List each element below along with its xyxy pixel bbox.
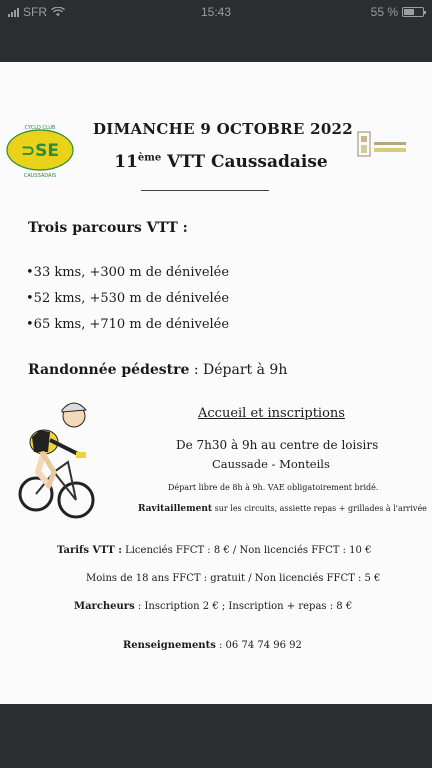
horaire-text: De 7h30 à 9h au centre de loisirs (176, 438, 379, 452)
renseignements-text: : 06 74 74 96 92 (215, 640, 302, 651)
svg-text:⊃SE: ⊃SE (20, 141, 60, 161)
edition-number: 11 (114, 152, 138, 172)
ravitaillement-text: sur les circuits, assiette repas + grillades à l'arrivée (212, 504, 427, 513)
bottom-bar (0, 704, 432, 768)
battery-fill (404, 9, 414, 15)
tarifs-text: Licenciés FFCT : 8 € / Non licenciés FFCT : 10 € (121, 545, 372, 556)
moins-18-text: Moins de 18 ans FFCT : gratuit / Non licenciés FFCT : 5 € (86, 573, 381, 584)
marcheurs-line (74, 601, 352, 612)
battery-icon (402, 7, 424, 17)
rando-line (28, 362, 287, 378)
route-item: •65 kms, +710 m de dénivelée (26, 317, 230, 332)
status-time: 15:43 (200, 5, 232, 19)
event-date: DIMANCHE 9 OCTOBRE 2022 (92, 120, 354, 138)
cyclist-illustration (14, 392, 114, 527)
marcheurs-label: Marcheurs (74, 601, 135, 612)
battery-percent: 55 % (370, 5, 398, 19)
event-name: VTT Caussadaise (161, 152, 328, 172)
ravitaillement-line (138, 504, 427, 514)
svg-text:CYCLO CLUB: CYCLO CLUB (24, 125, 56, 131)
svg-text:CAUSSADAIS: CAUSSADAIS (23, 173, 57, 179)
route-item: •52 kms, +530 m de dénivelée (26, 291, 230, 306)
accueil-heading: Accueil et inscriptions (198, 406, 345, 421)
renseignements-label: Renseignements (123, 640, 216, 651)
event-title (0, 152, 432, 172)
route-item: •33 kms, +300 m de dénivelée (26, 265, 230, 280)
edition-suffix: ème (137, 152, 162, 164)
event-flyer (0, 62, 432, 704)
marcheurs-text: : Inscription 2 € ; Inscription + repas : 8 € (134, 601, 353, 612)
rando-label: Randonnée pédestre (28, 362, 190, 378)
title-divider (141, 190, 269, 191)
depart-libre-text: Départ libre de 8h à 9h. VAE obligatoirement bridé. (168, 483, 379, 492)
tarifs-label: Tarifs VTT : (57, 545, 122, 556)
status-bar (0, 0, 432, 62)
renseignements-line (123, 640, 302, 651)
carrier-label: SFR (23, 5, 47, 19)
status-right (371, 5, 424, 19)
rando-text: : Départ à 9h (189, 362, 288, 378)
parcours-heading: Trois parcours VTT : (28, 220, 188, 236)
lieu-text: Caussade - Monteils (212, 457, 330, 471)
ravitaillement-label: Ravitaillement (138, 504, 213, 514)
tarifs-line (57, 545, 371, 556)
